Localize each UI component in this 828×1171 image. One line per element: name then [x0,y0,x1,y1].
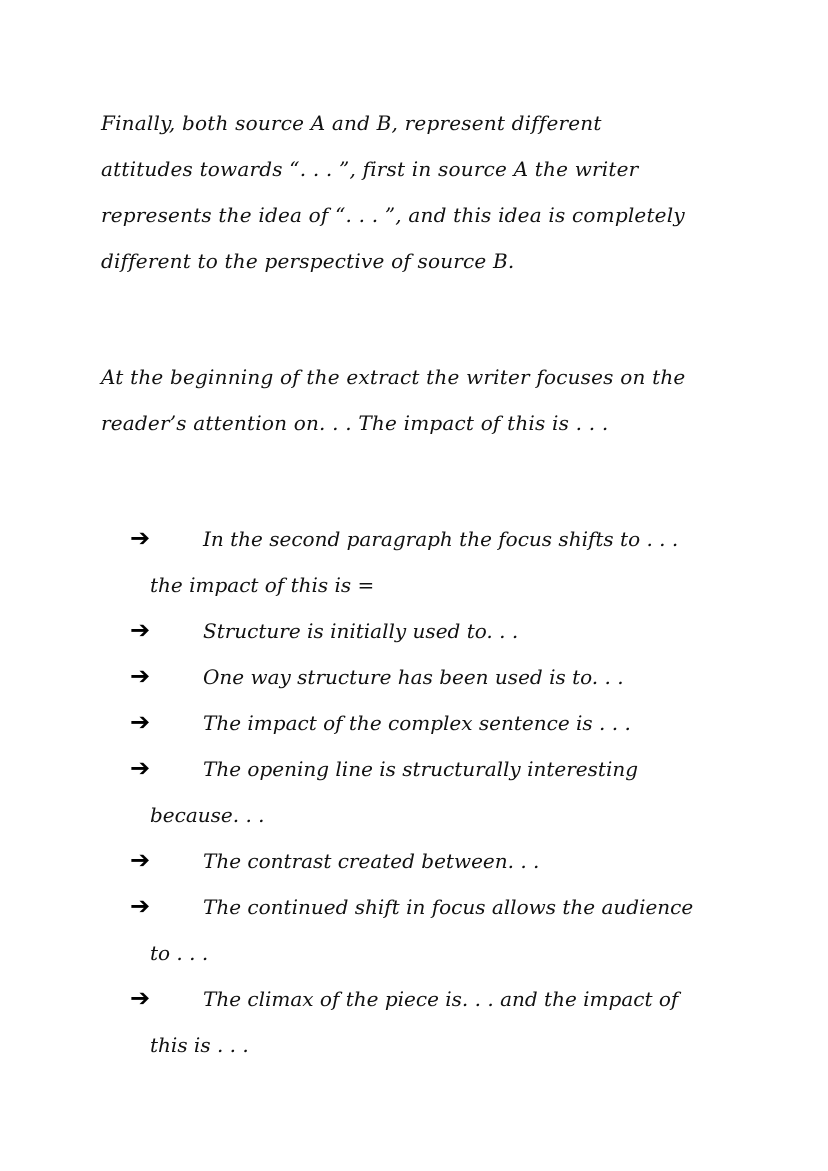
list-item [0,884,828,976]
sentence-starters-list [0,516,828,1068]
list-item [0,746,828,838]
paragraph-extract-beginning [101,354,721,446]
list-item [0,700,828,746]
list-item-continuation: the impact of this is = [150,573,375,597]
list-item-text: The opening line is structurally interesting [203,757,639,781]
paragraph-line: attitudes towards “. . . ”, first in source A the writer [101,157,639,181]
paragraph-comparison [101,100,721,284]
list-item [0,654,828,700]
paragraph-line: reader’s attention on. . . The impact of this is . . . [101,411,609,435]
arrow-right-icon: ➔ [130,708,151,736]
arrow-right-icon: ➔ [130,984,151,1012]
paragraph-line: different to the perspective of source B. [101,249,515,273]
list-item-text: One way structure has been used is to. . . [203,665,624,689]
list-item-continuation: to . . . [150,941,209,965]
list-item-text: The continued shift in focus allows the audience [203,895,694,919]
paragraph-line: At the beginning of the extract the writer focuses on the [101,365,686,389]
list-item-text: In the second paragraph the focus shifts to . . . [203,527,679,551]
arrow-right-icon: ➔ [130,616,151,644]
list-item-text: Structure is initially used to. . . [203,619,519,643]
arrow-right-icon: ➔ [130,662,151,690]
list-item-continuation: this is . . . [150,1033,249,1057]
list-item [0,516,828,608]
paragraph-line: Finally, both source A and B, represent different [101,111,602,135]
arrow-right-icon: ➔ [130,524,151,552]
list-item [0,976,828,1068]
list-item [0,608,828,654]
list-item-text: The contrast created between. . . [203,849,540,873]
list-item [0,838,828,884]
list-item-text: The impact of the complex sentence is . . . [203,711,631,735]
arrow-right-icon: ➔ [130,754,151,782]
arrow-right-icon: ➔ [130,892,151,920]
list-item-text: The climax of the piece is. . . and the impact of [203,987,679,1011]
arrow-right-icon: ➔ [130,846,151,874]
paragraph-line: represents the idea of “. . . ”, and this idea is completely [101,203,685,227]
list-item-continuation: because. . . [150,803,265,827]
